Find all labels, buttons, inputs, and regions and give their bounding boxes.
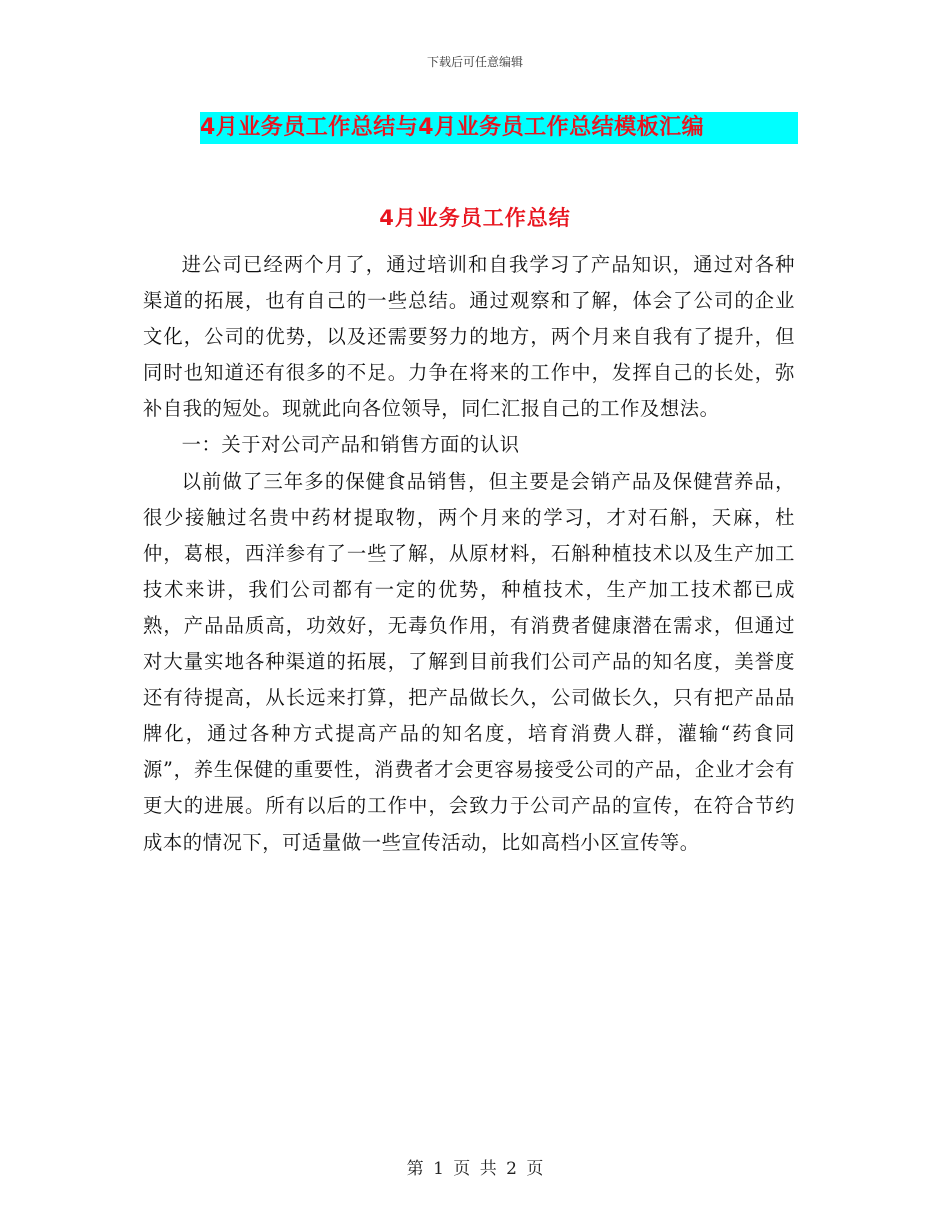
document-body xyxy=(143,247,795,861)
main-title-highlight xyxy=(200,112,798,144)
header-note: 下载后可任意编辑 xyxy=(426,55,523,69)
paragraph-product-sales: 以前做了三年多的保健食品销售，但主要是会销产品及保健营养品，很少接触过名贵中药材提取物，两个月来的学习，才对石斛，天麻，杜仲，葛根，西洋参有了一些了解，从原材料，石斛种植技术以及生产加工技术来讲，我们公司都有一定的优势，种植技术，生产加工技术都已成熟，产品品质高，功效好，无毒负作用，有消费者健康潜在需求，但通过对大量实地各种渠道的拓展，了解到目前我们公司产品的知名度，美誉度还有待提高，从长远来打算，把产品做长久，公司做长久，只有把产品品牌化，通过各种方式提高产品的知名度，培育消费人群，灌输“药食同源”，养生保健的重要性，消费者才会更容易接受公司的产品，企业才会有更大的进展。所有以后的工作中，会致力于公司产品的宣传，在符合节约成本的情况下，可适量做一些宣传活动，比如高档小区宣传等。 xyxy=(143,469,795,854)
section-title: 4月业务员工作总结 xyxy=(379,206,571,230)
paragraph-intro: 进公司已经两个月了，通过培训和自我学习了产品知识，通过对各种渠道的拓展，也有自己的一些总结。通过观察和了解，体会了公司的企业文化，公司的优势，以及还需要努力的地方，两个月来自我有了提升，但同时也知道还有很多的不足。力争在将来的工作中，发挥自己的长处，弥补自我的短处。现就此向各位领导，同仁汇报自己的工作及想法。 xyxy=(143,253,795,421)
section-heading-product-sales: 一：关于对公司产品和销售方面的认识 xyxy=(181,433,520,457)
main-title: 4月业务员工作总结与4月业务员工作总结模板汇编 xyxy=(200,115,705,140)
page-indicator: 第 1 页 共 2 页 xyxy=(406,1159,544,1179)
